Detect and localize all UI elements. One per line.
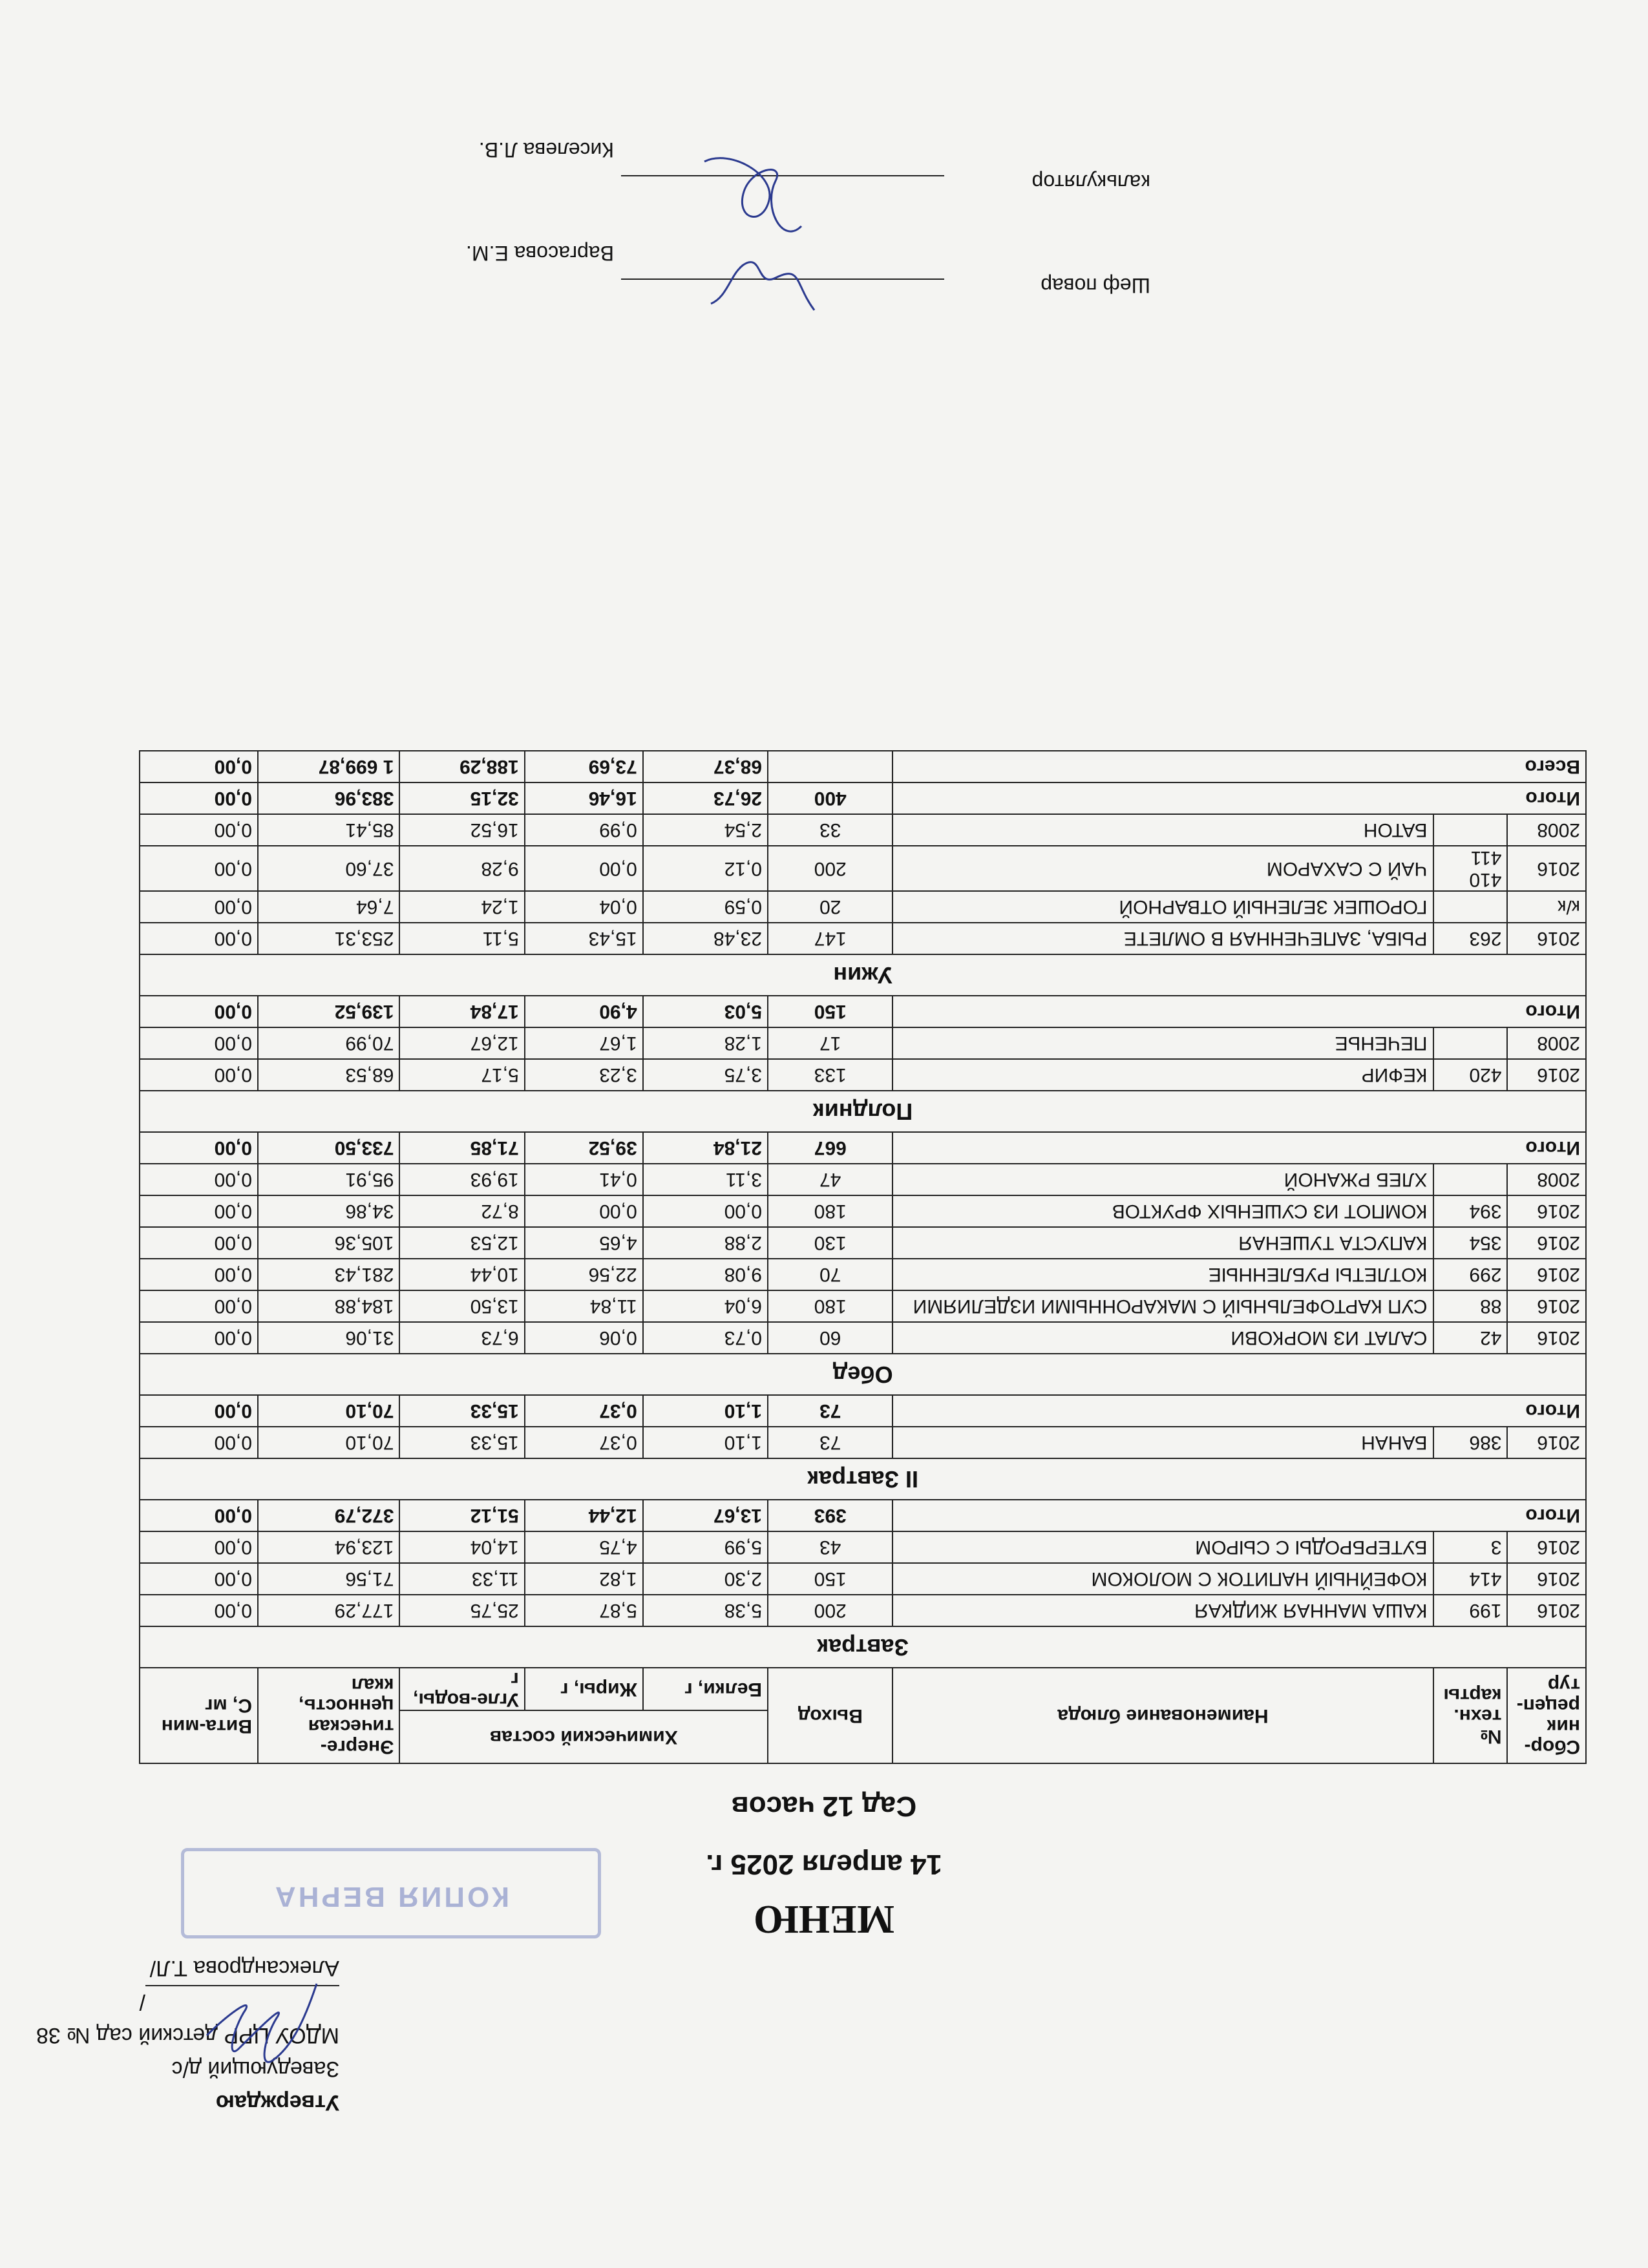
total-protein: 13,67 [643,1500,768,1531]
section-title: Полдник [140,1091,1586,1132]
grand-total-energy: 1 699,87 [258,751,399,782]
cell-fat: 0,41 [525,1164,643,1195]
cell-dish-name: КОМПОТ ИЗ СУШЕНЫХ ФРУКТОВ [893,1195,1433,1227]
col-yield: Выход [768,1668,893,1763]
cell-carb: 1,24 [399,891,524,923]
cell-dish-name: КАША МАННАЯ ЖИДКАЯ [893,1595,1433,1626]
cell-vitamin: 0,00 [140,1427,258,1458]
cell-dish-name: КОТЛЕТЫ РУБЛЕННЫЕ [893,1259,1433,1290]
cell-card [1433,814,1508,846]
cell-fat: 0,00 [525,1195,643,1227]
cell-fat: 22,56 [525,1259,643,1290]
cell-collection: 2016 [1508,1322,1587,1354]
cell-vitamin: 0,00 [140,1164,258,1195]
total-fat: 16,46 [525,782,643,814]
grand-total-yield [768,751,893,782]
cell-carb: 8,72 [399,1195,524,1227]
cell-protein: 6,04 [643,1290,768,1322]
cell-protein: 1,28 [643,1027,768,1059]
section-title: Завтрак [140,1626,1586,1668]
cell-collection: 2016 [1508,1290,1587,1322]
cell-yield: 17 [768,1027,893,1059]
cell-yield: 200 [768,846,893,891]
cell-card: 263 [1433,923,1508,954]
cell-yield: 180 [768,1195,893,1227]
cell-carb: 25,75 [399,1595,524,1626]
col-vitamin: Вита-мин С, мг [140,1668,258,1763]
total-carb: 71,85 [399,1132,524,1164]
total-carb: 17,84 [399,996,524,1027]
cell-collection: 2016 [1508,1059,1587,1091]
cell-yield: 43 [768,1531,893,1563]
total-vitamin: 0,00 [140,1395,258,1427]
cell-card: 410 411 [1433,846,1508,891]
menu-table [139,750,1587,1764]
cell-carb: 19,93 [399,1164,524,1195]
table-body [140,751,1586,1668]
cell-vitamin: 0,00 [140,1290,258,1322]
section-total-row [140,1500,1586,1531]
total-vitamin: 0,00 [140,996,258,1027]
cell-fat: 0,06 [525,1322,643,1354]
grand-total-protein: 68,37 [643,751,768,782]
cell-carb: 15,33 [399,1427,524,1458]
cell-card [1433,1164,1508,1195]
total-label: Итого [893,996,1586,1027]
total-label: Итого [893,1132,1586,1164]
cell-dish-name: БАНАН [893,1427,1433,1458]
section-title: Обед [140,1354,1586,1395]
group-name: Сад 12 часов [731,1790,917,1822]
chef-role: Шеф повар [1041,274,1150,297]
cell-protein: 23,48 [643,923,768,954]
cell-card: 3 [1433,1531,1508,1563]
col-card: № техн. карты [1433,1668,1508,1763]
cell-card: 354 [1433,1227,1508,1259]
total-vitamin: 0,00 [140,1132,258,1164]
cell-vitamin: 0,00 [140,1595,258,1626]
col-chem: Химический состав [399,1710,768,1763]
grand-total-vitamin: 0,00 [140,751,258,782]
table-row [140,1290,1586,1322]
cell-protein: 5,99 [643,1531,768,1563]
table-row [140,923,1586,954]
total-vitamin: 0,00 [140,1500,258,1531]
cell-yield: 180 [768,1290,893,1322]
cell-energy: 85,41 [258,814,399,846]
cell-carb: 9,28 [399,846,524,891]
section-total-row [140,782,1586,814]
cell-protein: 2,54 [643,814,768,846]
cell-collection: 2016 [1508,1427,1587,1458]
section-header [140,1091,1586,1132]
cell-energy: 7,64 [258,891,399,923]
cell-dish-name: РЫБА, ЗАПЕЧЕННАЯ В ОМЛЕТЕ [893,923,1433,954]
cell-card: 299 [1433,1259,1508,1290]
cell-collection: 2008 [1508,1164,1587,1195]
cell-yield: 130 [768,1227,893,1259]
table-row [140,1227,1586,1259]
total-fat: 39,52 [525,1132,643,1164]
cell-collection: 2016 [1508,1531,1587,1563]
cell-vitamin: 0,00 [140,846,258,891]
col-fat: Жиры, г [525,1668,643,1710]
cell-collection: 2016 [1508,1227,1587,1259]
section-header [140,954,1586,996]
cell-vitamin: 0,00 [140,1259,258,1290]
cell-energy: 253,31 [258,923,399,954]
approval-name: /Александрова Т.Л/ [139,1956,339,2014]
table-row [140,1563,1586,1595]
cell-energy: 70,10 [258,1427,399,1458]
cell-protein: 0,73 [643,1322,768,1354]
total-yield: 400 [768,782,893,814]
cell-carb: 11,33 [399,1563,524,1595]
total-energy: 383,96 [258,782,399,814]
cell-yield: 20 [768,891,893,923]
cell-carb: 10,44 [399,1259,524,1290]
cell-collection: 2016 [1508,846,1587,891]
cell-fat: 0,00 [525,846,643,891]
cell-carb: 16,52 [399,814,524,846]
cell-yield: 147 [768,923,893,954]
cell-fat: 3,23 [525,1059,643,1091]
section-total-row [140,1395,1586,1427]
cell-energy: 95,91 [258,1164,399,1195]
cell-collection: 2016 [1508,923,1587,954]
cell-card: 199 [1433,1595,1508,1626]
section-header [140,1626,1586,1668]
cell-collection: 2016 [1508,1595,1587,1626]
total-yield: 667 [768,1132,893,1164]
cell-card: 88 [1433,1290,1508,1322]
table-header [140,1668,1586,1763]
cell-yield: 33 [768,814,893,846]
cell-energy: 177,29 [258,1595,399,1626]
table-row [140,1531,1586,1563]
table-row [140,1195,1586,1227]
menu-date: 14 апреля 2025 г. [706,1849,942,1880]
table-row [140,1164,1586,1195]
table-row [140,1259,1586,1290]
grand-total-carb: 188,29 [399,751,524,782]
table-row [140,1059,1586,1091]
cell-dish-name: ЧАЙ С САХАРОМ [893,846,1433,891]
table-row [140,1427,1586,1458]
table-row [140,1027,1586,1059]
cell-carb: 5,17 [399,1059,524,1091]
cell-carb: 12,67 [399,1027,524,1059]
cell-vitamin: 0,00 [140,891,258,923]
cell-carb: 6,73 [399,1322,524,1354]
section-title: II Завтрак [140,1458,1586,1500]
cell-protein: 0,12 [643,846,768,891]
total-label: Итого [893,1395,1586,1427]
cell-vitamin: 0,00 [140,1563,258,1595]
grand-total-fat: 73,69 [525,751,643,782]
table-row [140,891,1586,923]
cell-vitamin: 0,00 [140,814,258,846]
total-fat: 12,44 [525,1500,643,1531]
cell-fat: 1,67 [525,1027,643,1059]
cell-yield: 133 [768,1059,893,1091]
cell-protein: 2,88 [643,1227,768,1259]
total-label: Итого [893,782,1586,814]
col-collection: Сбор-ник рецеп-тур [1508,1668,1587,1763]
signatures [0,103,1648,297]
total-fat: 4,90 [525,996,643,1027]
calculator-role: калькулятор [1031,171,1150,194]
cell-fat: 4,75 [525,1531,643,1563]
cell-fat: 5,87 [525,1595,643,1626]
cell-card: 420 [1433,1059,1508,1091]
table-row [140,1595,1586,1626]
cell-protein: 5,38 [643,1595,768,1626]
cell-protein: 0,00 [643,1195,768,1227]
cell-dish-name: КАПУСТА ТУШЕНАЯ [893,1227,1433,1259]
total-carb: 51,12 [399,1500,524,1531]
cell-carb: 13,50 [399,1290,524,1322]
col-carb: Угле-воды, г [399,1668,524,1710]
cell-energy: 31,06 [258,1322,399,1354]
cell-carb: 5,11 [399,923,524,954]
cell-collection: 2008 [1508,1027,1587,1059]
cell-vitamin: 0,00 [140,1227,258,1259]
total-carb: 32,15 [399,782,524,814]
section-header [140,1354,1586,1395]
cell-collection: 2008 [1508,814,1587,846]
cell-energy: 281,43 [258,1259,399,1290]
approval-organization: МДОУ ЦРР детский сад № 38 [36,2023,339,2048]
cell-energy: 34,86 [258,1195,399,1227]
cell-fat: 4,65 [525,1227,643,1259]
col-energy: Энерге-тическая ценность, ккал [258,1668,399,1763]
cell-card [1433,1027,1508,1059]
cell-dish-name: СУП КАРТОФЕЛЬНЫЙ С МАКАРОННЫМИ ИЗДЕЛИЯМИ [893,1290,1433,1322]
cell-dish-name: БУТЕРБРОДЫ С СЫРОМ [893,1531,1433,1563]
total-yield: 393 [768,1500,893,1531]
cell-fat: 0,37 [525,1427,643,1458]
stamp-text: КОПИЯ ВЕРНА [272,1881,510,1913]
table-row [140,1322,1586,1354]
total-protein: 21,84 [643,1132,768,1164]
cell-collection: 2016 [1508,1563,1587,1595]
cell-vitamin: 0,00 [140,1059,258,1091]
cell-energy: 70,99 [258,1027,399,1059]
table-row [140,814,1586,846]
cell-vitamin: 0,00 [140,1195,258,1227]
cell-vitamin: 0,00 [140,1322,258,1354]
total-yield: 150 [768,996,893,1027]
grand-total-label: Всего [893,751,1586,782]
approval-title: Утверждаю [215,2090,339,2115]
cell-fat: 0,04 [525,891,643,923]
cell-energy: 37,60 [258,846,399,891]
cell-card: 42 [1433,1322,1508,1354]
section-total-row [140,996,1586,1027]
cell-collection: 2016 [1508,1259,1587,1290]
cell-vitamin: 0,00 [140,1027,258,1059]
cell-vitamin: 0,00 [140,923,258,954]
cell-fat: 0,99 [525,814,643,846]
cell-energy: 71,56 [258,1563,399,1595]
cell-collection: 2016 [1508,1195,1587,1227]
cell-dish-name: БАТОН [893,814,1433,846]
cell-vitamin: 0,00 [140,1531,258,1563]
total-carb: 15,33 [399,1395,524,1427]
section-header [140,1458,1586,1500]
cell-card: 414 [1433,1563,1508,1595]
cell-protein: 3,11 [643,1164,768,1195]
col-dish: Наименование блюда [893,1668,1433,1763]
cell-protein: 1,10 [643,1427,768,1458]
section-title: Ужин [140,954,1586,996]
total-vitamin: 0,00 [140,782,258,814]
approval-position: Заведующий д/с [171,2057,339,2081]
total-energy: 733,50 [258,1132,399,1164]
cell-dish-name: КЕФИР [893,1059,1433,1091]
total-fat: 0,37 [525,1395,643,1427]
cell-yield: 60 [768,1322,893,1354]
cell-protein: 3,75 [643,1059,768,1091]
cell-yield: 150 [768,1563,893,1595]
calculator-name: Киселева Л.В. [478,138,614,162]
cell-carb: 12,53 [399,1227,524,1259]
cell-yield: 73 [768,1427,893,1458]
cell-collection: к/к [1508,891,1587,923]
section-total-row [140,1132,1586,1164]
total-protein: 26,73 [643,782,768,814]
cell-protein: 2,30 [643,1563,768,1595]
cell-yield: 200 [768,1595,893,1626]
cell-carb: 14,04 [399,1531,524,1563]
table-row [140,846,1586,891]
cell-fat: 1,82 [525,1563,643,1595]
total-label: Итого [893,1500,1586,1531]
cell-yield: 70 [768,1259,893,1290]
cell-card: 386 [1433,1427,1508,1458]
cell-energy: 105,36 [258,1227,399,1259]
total-protein: 5,03 [643,996,768,1027]
cell-dish-name: КОФЕЙНЫЙ НАПИТОК С МОЛОКОМ [893,1563,1433,1595]
cell-yield: 47 [768,1164,893,1195]
cell-dish-name: ПЕЧЕНЬЕ [893,1027,1433,1059]
staff-signatures [672,136,840,323]
cell-energy: 68,53 [258,1059,399,1091]
cell-energy: 123,94 [258,1531,399,1563]
col-protein: Белки, г [643,1668,768,1710]
cell-card: 394 [1433,1195,1508,1227]
cell-protein: 0,59 [643,891,768,923]
cell-fat: 11,84 [525,1290,643,1322]
total-protein: 1,10 [643,1395,768,1427]
cell-energy: 184,88 [258,1290,399,1322]
total-yield: 73 [768,1395,893,1427]
grand-total-row [140,751,1586,782]
document-title: МЕНЮ [754,1897,894,1941]
chef-name: Варгасова Е.М. [466,242,614,265]
cell-dish-name: ГОРОШЕК ЗЕЛЕНЫЙ ОТВАРНОЙ [893,891,1433,923]
total-energy: 70,10 [258,1395,399,1427]
cell-dish-name: САЛАТ ИЗ МОРКОВИ [893,1322,1433,1354]
director-signature [200,1971,330,2087]
cell-protein: 9,08 [643,1259,768,1290]
cell-fat: 15,43 [525,923,643,954]
total-energy: 139,52 [258,996,399,1027]
total-energy: 372,79 [258,1500,399,1531]
cell-dish-name: ХЛЕБ РЖАНОЙ [893,1164,1433,1195]
cell-card [1433,891,1508,923]
